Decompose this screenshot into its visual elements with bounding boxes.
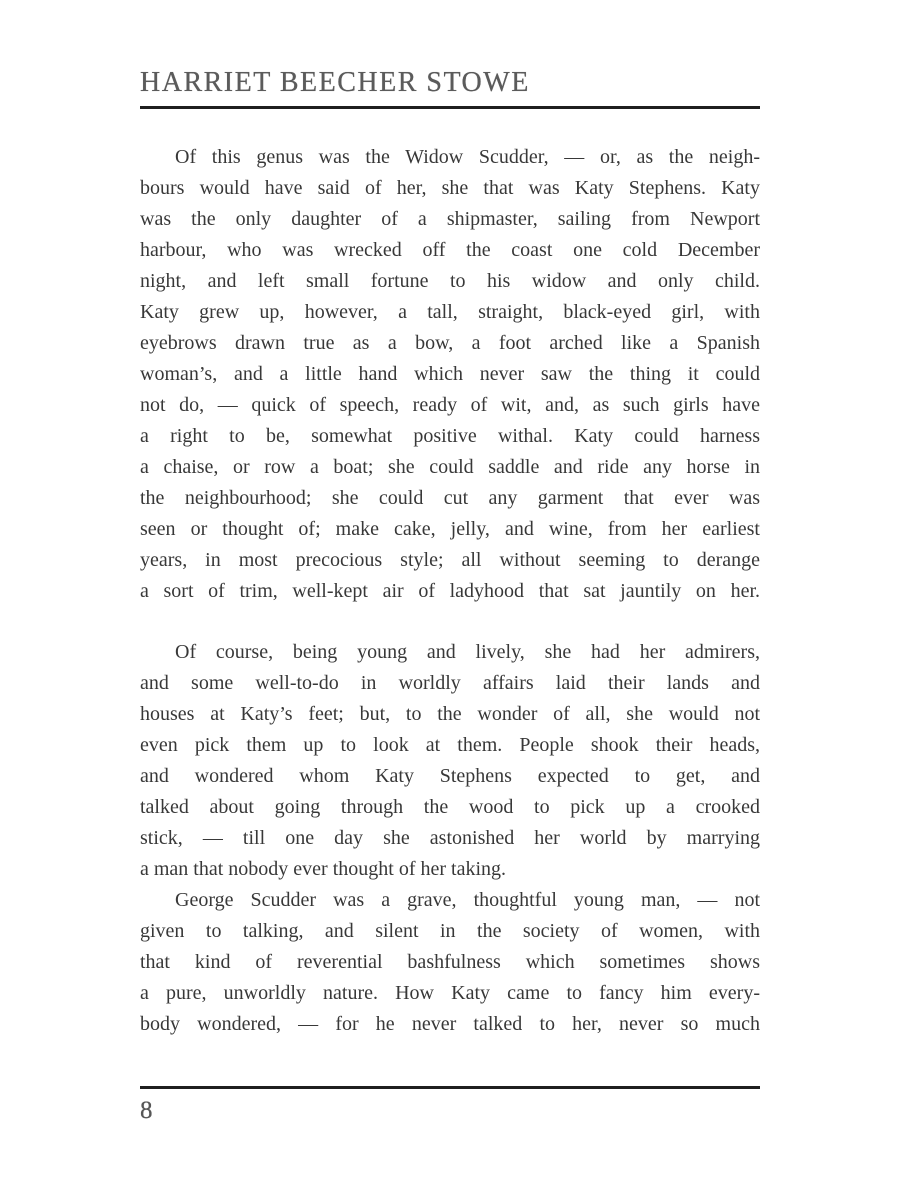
text-line: Of this genus was the Widow Scudder, — or, as the neigh- xyxy=(175,146,760,168)
text-line: and wondered whom Katy Stephens expected to get, and xyxy=(140,765,760,787)
text-line: George Scudder was a grave, thoughtful young man, — not xyxy=(175,889,760,911)
text-line: years, in most precocious style; all without seeming to derange xyxy=(140,549,760,571)
text-line: talked about going through the wood to pick up a crooked xyxy=(140,796,760,818)
text-line: the neighbourhood; she could cut any garment that ever was xyxy=(140,487,760,509)
text-line: houses at Katy’s feet; but, to the wonder of all, she would not xyxy=(140,703,760,725)
text-line: Of course, being young and lively, she had her admirers, xyxy=(175,641,760,663)
footer-rule xyxy=(140,1086,760,1089)
text-line: seen or thought of; make cake, jelly, and wine, from her earliest xyxy=(140,518,760,540)
text-body xyxy=(140,142,760,1040)
text-line: that kind of reverential bashfulness which sometimes shows xyxy=(140,951,760,973)
text-line: body wondered, — for he never talked to her, never so much xyxy=(140,1013,760,1035)
text-line: a pure, unworldly nature. How Katy came to fancy him every- xyxy=(140,982,760,1004)
header-rule xyxy=(140,106,760,109)
text-line: stick, — till one day she astonished her world by marrying xyxy=(140,827,760,849)
text-line: even pick them up to look at them. People shook their heads, xyxy=(140,734,760,756)
text-line: was the only daughter of a shipmaster, sailing from Newport xyxy=(140,208,760,230)
text-line: given to talking, and silent in the society of women, with xyxy=(140,920,760,942)
paragraph xyxy=(140,885,760,1040)
page-footer xyxy=(140,1086,760,1124)
text-line: a man that nobody ever thought of her taking. xyxy=(140,858,507,880)
text-line: a sort of trim, well-kept air of ladyhood that sat jauntily on her. xyxy=(140,580,760,602)
paragraph xyxy=(140,637,760,885)
text-line: bours would have said of her, she that was Katy Stephens. Katy xyxy=(140,177,760,199)
text-line: a right to be, somewhat positive withal. Katy could harness xyxy=(140,425,760,447)
running-header xyxy=(140,68,760,109)
page-number: 8 xyxy=(140,1097,153,1124)
text-line: Katy grew up, however, a tall, straight, black-eyed girl, with xyxy=(140,301,760,323)
text-line: night, and left small fortune to his widow and only child. xyxy=(140,270,760,292)
text-line: and some well-to-do in worldly affairs laid their lands and xyxy=(140,672,760,694)
text-line: eyebrows drawn true as a bow, a foot arched like a Spanish xyxy=(140,332,760,354)
paragraph xyxy=(140,142,760,607)
text-line: not do, — quick of speech, ready of wit, and, as such girls have xyxy=(140,394,760,416)
text-line: harbour, who was wrecked off the coast one cold December xyxy=(140,239,760,261)
text-line: a chaise, or row a boat; she could saddle and ride any horse in xyxy=(140,456,760,478)
author-name: HARRIET BEECHER STOWE xyxy=(140,67,530,98)
text-line: woman’s, and a little hand which never saw the thing it could xyxy=(140,363,760,385)
